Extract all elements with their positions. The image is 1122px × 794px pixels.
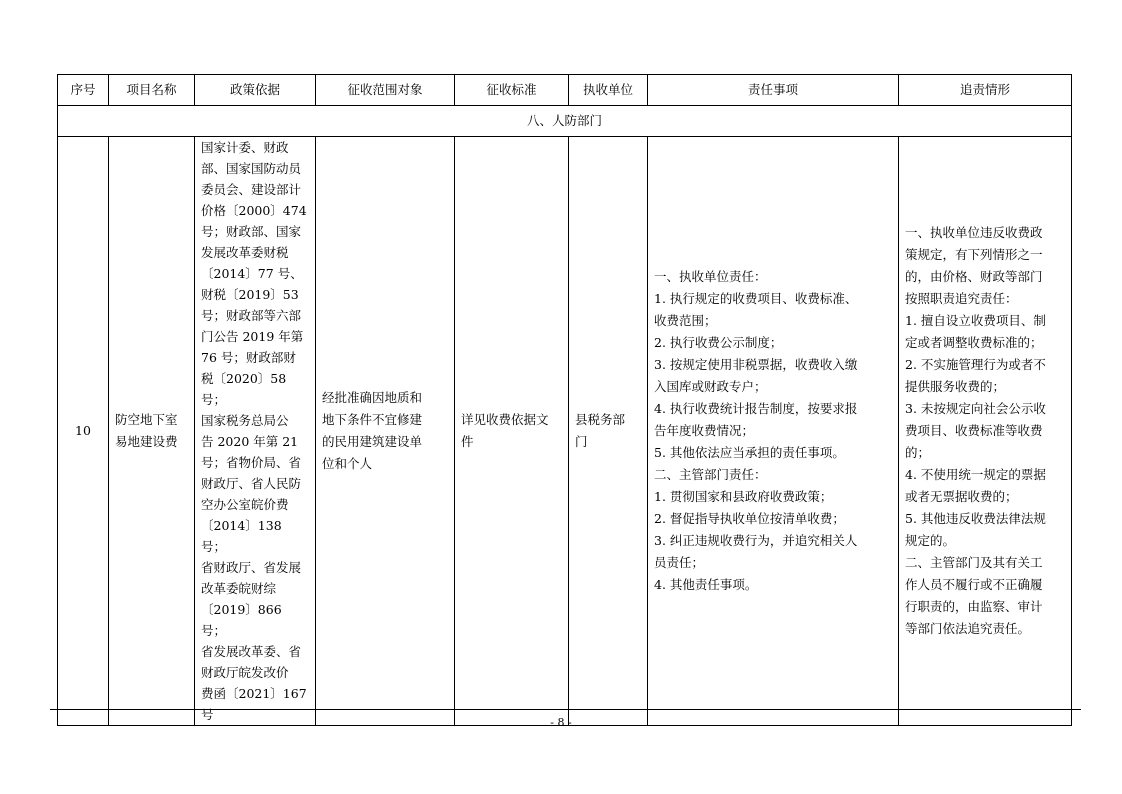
header-scope: 征收范围对象 — [316, 75, 455, 106]
text-line: 位和个人 — [322, 456, 373, 471]
text-line: 规定的。 — [905, 533, 956, 548]
text-line: 1. 贯彻国家和县政府收费政策； — [654, 489, 833, 504]
text-line: 3. 按规定使用非税票据，收费收入缴 — [654, 357, 858, 372]
text-line: 告 2020 年第 21 — [201, 434, 299, 449]
section-row — [58, 106, 1072, 137]
text-line: 件 — [461, 434, 474, 449]
text-line: 的民用建筑建设单 — [322, 434, 423, 449]
header-accountability: 追责情形 — [899, 75, 1072, 106]
row-accountability — [899, 137, 1072, 726]
text-line: 费项目、收费标准等收费 — [905, 423, 1043, 438]
page-number: - 8 - — [550, 716, 572, 729]
text-line: 委员会、建设部计 — [201, 182, 302, 197]
text-line: 价格〔2000〕474 — [201, 203, 307, 218]
text-line: 地下条件不宜修建 — [322, 412, 423, 427]
text-line: 5. 其他违反收费法律法规 — [905, 511, 1046, 526]
text-line: 国家计委、财政 — [201, 140, 289, 155]
text-line: 按照职责追究责任： — [905, 291, 1018, 306]
text-line: 2. 执行收费公示制度； — [654, 335, 783, 350]
header-responsibilities: 责任事项 — [648, 75, 899, 106]
text-line: 详见收费依据文 — [461, 412, 549, 427]
text-line: 1. 擅自设立收费项目、制 — [905, 313, 1046, 328]
text-line: 行职责的，由监察、审计 — [905, 599, 1043, 614]
text-line: 号；省物价局、省 — [201, 455, 302, 470]
row-index: 10 — [58, 137, 109, 726]
header-policy-basis: 政策依据 — [195, 75, 316, 106]
text-line: 国家税务总局公 — [201, 413, 289, 428]
table-row — [58, 137, 1072, 726]
text-line: 号 — [201, 707, 214, 722]
text-line: 门 — [575, 434, 588, 449]
text-line: 财政厅、省人民防 — [201, 476, 302, 491]
text-line: 作人员不履行或不正确履 — [905, 577, 1043, 592]
text-line: 二、主管部门及其有关工 — [905, 555, 1043, 570]
text-line: 或者无票据收费的； — [905, 489, 1018, 504]
text-line: 2. 不实施管理行为或者不 — [905, 357, 1046, 372]
row-project-name: 防空地下室易地建设费 — [109, 137, 195, 726]
section-title: 八、人防部门 — [58, 106, 1072, 137]
text-line: 定或者调整收费标准的； — [905, 335, 1043, 350]
text-line: 员责任； — [654, 555, 705, 570]
text-line: 县税务部 — [575, 412, 626, 427]
text-line: 空办公室皖价费 — [201, 497, 289, 512]
text-line: 号；财政部、国家 — [201, 224, 302, 239]
text-line: 费函〔2021〕167 — [201, 686, 307, 701]
text-line: 76 号；财政部财 — [201, 350, 296, 365]
text-line: 改革委皖财综 — [201, 581, 277, 596]
text-line: 3. 纠正违规收费行为，并追究相关人 — [654, 533, 858, 548]
row-standard — [455, 137, 569, 726]
row-responsibilities — [648, 137, 899, 726]
text-line: 3. 未按规定向社会公示收 — [905, 401, 1046, 416]
text-line: 发展改革委财税 — [201, 245, 289, 260]
text-line: 门公告 2019 年第 — [201, 329, 304, 344]
row-policy-basis — [195, 137, 316, 726]
text-line: 一、执收单位违反收费政 — [905, 225, 1043, 240]
text-line: 财政厅皖发改价 — [201, 665, 289, 680]
text-line: 一、执收单位责任： — [654, 269, 767, 284]
row-collecting-unit — [569, 137, 648, 726]
text-line: 1. 执行规定的收费项目、收费标准、 — [654, 291, 858, 306]
header-index: 序号 — [58, 75, 109, 106]
fee-responsibility-table — [57, 74, 1072, 726]
text-line: 入国库或财政专户； — [654, 379, 767, 394]
text-line: 策规定，有下列情形之一 — [905, 247, 1043, 262]
text-line: 2. 督促指导执收单位按清单收费； — [654, 511, 845, 526]
text-line: 〔2014〕138 号； — [201, 518, 282, 554]
text-line: 二、主管部门责任： — [654, 467, 767, 482]
header-row — [58, 75, 1072, 106]
text-line: 省发展改革委、省 — [201, 644, 302, 659]
header-project-name: 项目名称 — [109, 75, 195, 106]
text-line: 4. 不使用统一规定的票据 — [905, 467, 1046, 482]
text-line: 收费范围； — [654, 313, 717, 328]
text-line: 5. 其他依法应当承担的责任事项。 — [654, 445, 845, 460]
text-line: 税〔2020〕58 号； — [201, 371, 287, 407]
text-line: 部、国家国防动员 — [201, 161, 302, 176]
text-line: 4. 其他责任事项。 — [654, 577, 758, 592]
row-scope — [316, 137, 455, 726]
text-line: 财税〔2019〕53 — [201, 287, 299, 302]
bottom-rule — [50, 709, 1081, 710]
text-line: 的，由价格、财政等部门 — [905, 269, 1043, 284]
text-line: 〔2019〕866 号； — [201, 602, 282, 638]
text-line: 告年度收费情况； — [654, 423, 755, 438]
text-line: 4. 执行收费统计报告制度，按要求报 — [654, 401, 858, 416]
header-collecting-unit: 执收单位 — [569, 75, 648, 106]
text-line: 〔2014〕77 号、 — [201, 266, 303, 281]
text-line: 提供服务收费的； — [905, 379, 1006, 394]
text-line: 等部门依法追究责任。 — [905, 621, 1031, 636]
text-line: 省财政厅、省发展 — [201, 560, 302, 575]
header-standard: 征收标准 — [455, 75, 569, 106]
text-line: 的； — [905, 445, 931, 460]
text-line: 经批准确因地质和 — [322, 390, 423, 405]
text-line: 号；财政部等六部 — [201, 308, 302, 323]
